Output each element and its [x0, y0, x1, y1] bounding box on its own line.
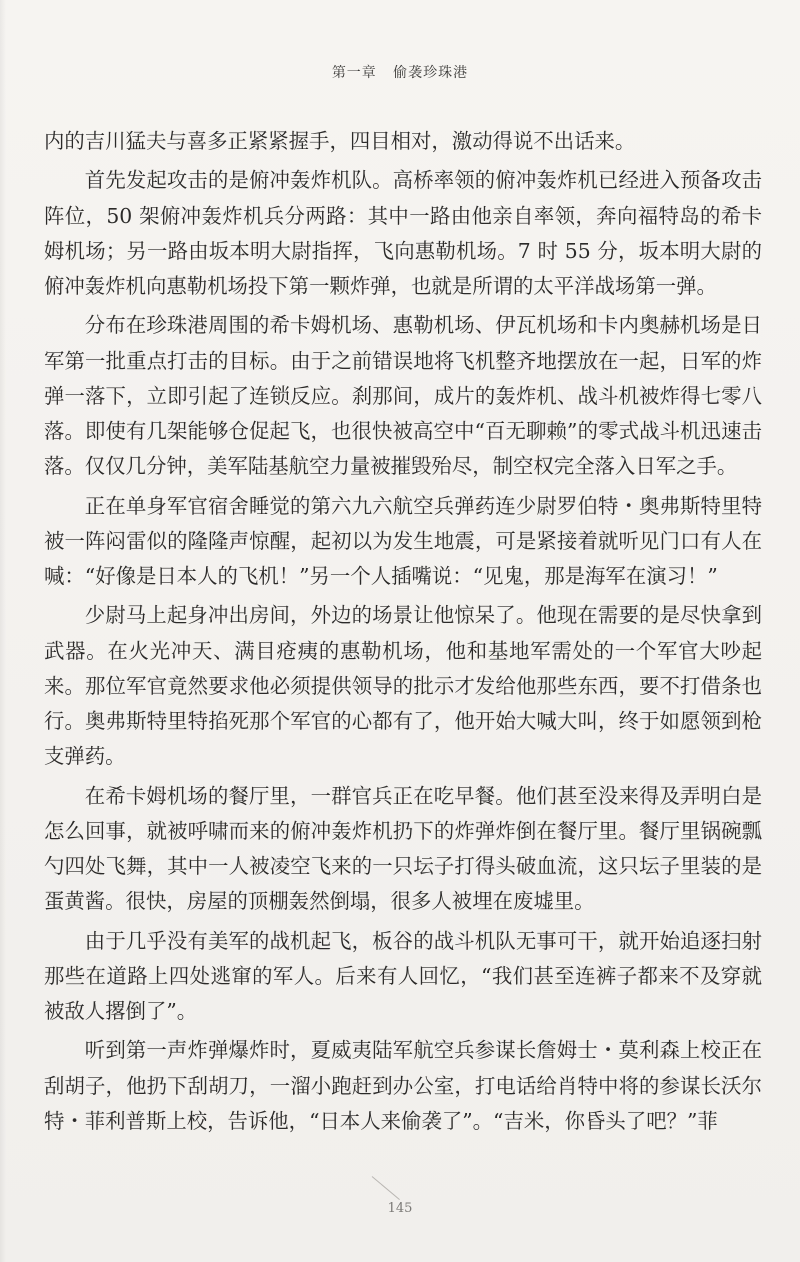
page-edge-shadow	[0, 0, 6, 1262]
paragraph: 首先发起攻击的是俯冲轰炸机队。高桥率领的俯冲轰炸机已经进入预备攻击阵位，50 架俯冲轰炸机兵分两路：其中一路由他亲自率领，奔向福特岛的希卡姆机场；另一路由坂本明大尉指挥，飞向惠勒机场。7 时 55 分，坂本明大尉的俯冲轰炸机向惠勒机场投下第一颗炸弹，也就是所谓的太平洋战场第一弹。	[44, 168, 762, 298]
scan-mark	[372, 1176, 400, 1200]
paragraph: 听到第一声炸弹爆炸时，夏威夷陆军航空兵参谋长詹姆士・莫利森上校正在刮胡子，他扔下刮胡刀，一溜小跑赶到办公室，打电话给肖特中将的参谋长沃尔特・菲利普斯上校，告诉他，“日本人来偷袭了”。“吉米，你昏头了吧？”菲	[44, 1038, 762, 1133]
paragraph: 由于几乎没有美军的战机起飞，板谷的战斗机队无事可干，就开始追逐扫射那些在道路上四处逃窜的军人。后来有人回忆，“我们甚至连裤子都来不及穿就被敌人撂倒了”。	[44, 928, 762, 1023]
body-text	[44, 124, 762, 1143]
page-number: 145	[387, 1201, 413, 1216]
paragraph: 正在单身军官宿舍睡觉的第六九六航空兵弹药连少尉罗伯特・奥弗斯特里特被一阵闷雷似的隆隆声惊醒，起初以为发生地震，可是紧接着就听见门口有人在喊：“好像是日本人的飞机！”另一个人插嘴说：“见鬼，那是海军在演习！”	[44, 493, 762, 588]
paragraph: 在希卡姆机场的餐厅里，一群官兵正在吃早餐。他们甚至没来得及弄明白是怎么回事，就被呼啸而来的俯冲轰炸机扔下的炸弹炸倒在餐厅里。餐厅里锅碗瓢勺四处飞舞，其中一人被凌空飞来的一只坛子打得头破血流，这只坛子里装的是蛋黄酱。很快，房屋的顶棚轰然倒塌，很多人被埋在废墟里。	[44, 783, 762, 914]
paragraph-continuation: 内的吉川猛夫与喜多正紧紧握手，四目相对，激动得说不出话来。	[44, 129, 636, 153]
paragraph: 少尉马上起身冲出房间，外边的场景让他惊呆了。他现在需要的是尽快拿到武器。在火光冲天、满目疮痍的惠勒机场，他和基地军需处的一个军官大吵起来。那位军官竟然要求他必须提供领导的批示才发给他那些东西，要不打借条也行。奥弗斯特里特掐死那个军官的心都有了，他开始大喊大叫，终于如愿领到枪支弹药。	[44, 603, 762, 769]
chapter-title: 偷袭珍珠港	[393, 65, 469, 81]
paragraph: 分布在珍珠港周围的希卡姆机场、惠勒机场、伊瓦机场和卡内奥赫机场是日军第一批重点打击的目标。由于之前错误地将飞机整齐地摆放在一起，日军的炸弹一落下，立即引起了连锁反应。刹那间，成片的轰炸机、战斗机被炸得七零八落。即使有几架能够仓促起飞，也很快被高空中“百无聊赖”的零式战斗机迅速击落。仅仅几分钟，美军陆基航空力量被摧毁殆尽，制空权完全落入日军之手。	[44, 313, 762, 479]
chapter-number: 第一章	[331, 65, 377, 81]
running-header	[0, 62, 800, 82]
